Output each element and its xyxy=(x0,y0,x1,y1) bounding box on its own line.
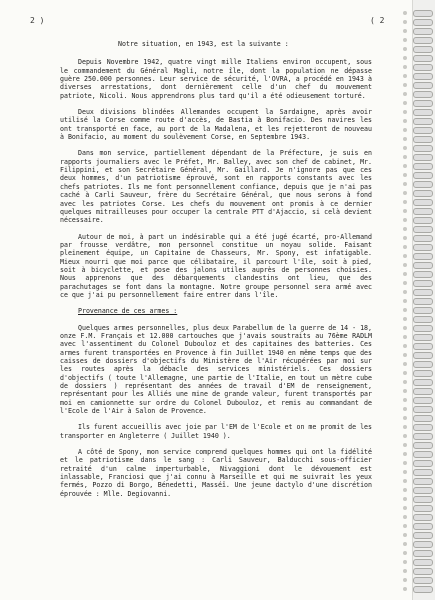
punch-hole xyxy=(403,353,407,357)
binding-ring xyxy=(413,199,433,206)
punch-hole xyxy=(403,371,407,375)
section-heading-wrapper xyxy=(60,307,372,315)
punch-hole xyxy=(403,533,407,537)
binding-ring xyxy=(413,73,433,80)
punch-hole xyxy=(403,335,407,339)
binding-ring xyxy=(413,298,433,305)
punch-hole xyxy=(403,488,407,492)
punch-hole xyxy=(403,461,407,465)
page-number-left: 2 ) xyxy=(30,16,45,25)
binding-ring xyxy=(413,271,433,278)
punch-hole xyxy=(403,227,407,231)
binding-ring xyxy=(413,361,433,368)
binding-ring xyxy=(413,46,433,53)
punch-hole xyxy=(403,344,407,348)
punch-hole xyxy=(403,317,407,321)
section-heading-arms: Provenance de ces armes : xyxy=(78,307,178,316)
punch-hole xyxy=(403,236,407,240)
punch-hole xyxy=(403,326,407,330)
binding-ring xyxy=(413,289,433,296)
binding-ring xyxy=(413,37,433,44)
binding-ring xyxy=(413,136,433,143)
binding-ring xyxy=(413,64,433,71)
binding-ring xyxy=(413,127,433,134)
punch-hole xyxy=(403,92,407,96)
paragraph-occupation: Depuis Novembre 1942, quatre vingt mille Italiens environ occupent, sous le commandement du Général Magli, notre île, dont la population ne dépasse guère 250.000 personnes. Leur service de sécurité, l'OVRA, a procédé en 1943 à diverses arrestations, dont dernièrement celle d'un chef du mouvement patriote, Nicoli. Nous apprendrons plus tard qu'il a été odieusement torturé. xyxy=(60,58,372,100)
binding-ring xyxy=(413,487,433,494)
binding-ring xyxy=(413,235,433,242)
punch-hole xyxy=(403,389,407,393)
paragraph-welcomed: Ils furent accueillis avec joie par l'EM de l'Ecole et on me promit de les transporter en Angleterre ( Juillet 1940 ). xyxy=(60,423,372,440)
binding-ring xyxy=(413,172,433,179)
binding-ring xyxy=(413,154,433,161)
document-body xyxy=(60,40,372,506)
binding-ring xyxy=(413,433,433,440)
binding-ring xyxy=(413,118,433,125)
binding-ring xyxy=(413,253,433,260)
binding-ring xyxy=(413,586,433,593)
punch-hole xyxy=(403,209,407,213)
punch-hole xyxy=(403,128,407,132)
punch-hole xyxy=(403,83,407,87)
punch-hole xyxy=(403,65,407,69)
punch-hole xyxy=(403,11,407,15)
binding-ring xyxy=(413,379,433,386)
binding-ring xyxy=(413,217,433,224)
paragraph-arms: Quelques armes personnelles, plus deux Parabellum de la guerre de 14 - 18, onze F.M. Français et 12.000 cartouches que j'avais soustraits au 76ème RADLM avec l'assentiment du Colonel Dubouloz et des capitaines des batteries. Ces armes furent transportées en Provence à fin Juillet 1940 en même temps que des caisses de dossiers d'objectifs du Ministère de l'Air récupérées par moi sur les routes après la débacle des services ministériels. Ces dossiers d'objectifs ( toute l'Allemagne, une partie de l'Italie, en tout un mètre cube de dossiers ) représentant des années de travail d'EM de renseignement, représentant pour les Alliés une mine de grande valeur, furent transportés par moi en camionnette sur ordre du Colonel Dubouloz, et remis au commandant de l'Ecole de l'Air à Salon de Provence. xyxy=(60,323,372,416)
binding-ring xyxy=(413,163,433,170)
punch-hole xyxy=(403,470,407,474)
binding-ring xyxy=(413,28,433,35)
binding-ring xyxy=(413,559,433,566)
punch-hole xyxy=(403,560,407,564)
punch-hole xyxy=(403,398,407,402)
punch-hole xyxy=(403,272,407,276)
binding-ring xyxy=(413,451,433,458)
punch-hole xyxy=(403,263,407,267)
punch-hole xyxy=(403,74,407,78)
binding-ring xyxy=(413,568,433,575)
binding-ring xyxy=(413,577,433,584)
binding-ring xyxy=(413,532,433,539)
punch-hole xyxy=(403,47,407,51)
binding-ring xyxy=(413,208,433,215)
punch-hole xyxy=(403,542,407,546)
binding-ring xyxy=(413,316,433,323)
punch-hole xyxy=(403,155,407,159)
punch-hole xyxy=(403,551,407,555)
punch-hole xyxy=(403,191,407,195)
punch-hole xyxy=(403,281,407,285)
punch-hole xyxy=(403,362,407,366)
binding-ring xyxy=(413,55,433,62)
binding-ring xyxy=(413,10,433,17)
punch-hole xyxy=(403,254,407,258)
punch-hole xyxy=(403,587,407,591)
punch-hole xyxy=(403,164,407,168)
binding-ring xyxy=(413,19,433,26)
binding-ring xyxy=(413,280,433,287)
punch-hole xyxy=(403,299,407,303)
punch-hole xyxy=(403,245,407,249)
intro-line: Notre situation, en 1943, est la suivante : xyxy=(118,40,289,48)
binding-ring xyxy=(413,478,433,485)
punch-hole xyxy=(403,308,407,312)
punch-hole xyxy=(403,515,407,519)
punch-hole xyxy=(403,173,407,177)
binding-ring xyxy=(413,388,433,395)
punch-hole xyxy=(403,290,407,294)
paragraph-german-divisions: Deux divisions blindées Allemandes occupent la Sardaigne, après avoir utilisé la Corse comme route d'accès, de Bastia à Bonifacio. Des navires les ont transporté en face, au port de la Madalena, et les rejetteront de nouveau à Bonifacio, au moment du soulèvement Corse, en Septembre 1943. xyxy=(60,108,372,142)
binding-ring xyxy=(413,109,433,116)
binding-ring xyxy=(413,460,433,467)
punch-hole xyxy=(403,380,407,384)
binding-ring xyxy=(413,514,433,521)
binding-ring xyxy=(413,415,433,422)
punch-hole xyxy=(403,416,407,420)
binding-ring xyxy=(413,541,433,548)
binding-ring xyxy=(413,190,433,197)
paragraph-team: A côté de Spony, mon service comprend quelques hommes qui ont la fidélité et le patriotisme dans le sang : Carli Sauveur, Balducchi sous-officier retraité d'un calme imperturbable, Nivaggioni dont le dévouement est inlassable, Franciosi que j'ai connu à Marseille et qui me suivrait les yeux fermés, Pozzo di Borgo, Bénedetti, Masséï. Une jeune dactylo d'une discrétion éprouvée : Mlle. Degiovanni. xyxy=(60,448,372,498)
punch-hole xyxy=(403,38,407,42)
punch-hole xyxy=(403,119,407,123)
binding-ring xyxy=(413,100,433,107)
punch-hole xyxy=(403,146,407,150)
punch-hole xyxy=(403,434,407,438)
punch-hole xyxy=(403,101,407,105)
binding-ring xyxy=(413,406,433,413)
punch-hole xyxy=(403,29,407,33)
punch-hole xyxy=(403,479,407,483)
punch-hole xyxy=(403,425,407,429)
punch-holes xyxy=(403,0,409,600)
page-number-right: ( 2 xyxy=(370,16,385,25)
binding-ring xyxy=(413,325,433,332)
punch-hole xyxy=(403,452,407,456)
binding-ring xyxy=(413,397,433,404)
punch-hole xyxy=(403,506,407,510)
punch-hole xyxy=(403,407,407,411)
binding-ring xyxy=(413,352,433,359)
binding-ring xyxy=(413,262,433,269)
binding-ring xyxy=(413,550,433,557)
paragraph-personnel: Autour de moi, à part un indésirable qui a été jugé écarté, pro-Allemand par frousse verdâtre, mon personnel constitue un noyau solide. Faisant pleinement équipe, un Capitaine de Chasseurs, Mr. Spony, est infatigable. Mieux nourri que moi parce que célibataire, il parcourt l'île, soit à pied, soit à bicyclette, et pose des jalons utiles auprès de personnes choisies. Nous apprenons que des débarquements clandestins ont lieu, que des parachutages se font dans la montagne. Notre groupe personnel sera armé avec ce que j'ai pu personnellement faire entrer dans l'île. xyxy=(60,232,372,299)
punch-hole xyxy=(403,578,407,582)
punch-hole xyxy=(403,56,407,60)
punch-hole xyxy=(403,524,407,528)
binding-ring xyxy=(413,91,433,98)
binding-ring xyxy=(413,145,433,152)
paragraph-service: Dans mon service, partiellement dépendant de la Préfecture, je suis en rapports journaliers avec le Préfet, Mr. Balley, avec son chef de cabinet, Mr. Filippini, et son Secrétaire Général, Mr. Gaillard. Je n'ignore pas que ces deux hommes, d'un patriotisme éprouvé, sont en rapports constants avec les chefs patriotes. Ils me font personnellement confiance, depuis que je n'ai pas caché à Carli Sauveur, frère du Secrétaire Général, que nous serons à fond avec les patriotes Corse. Les chefs du mouvement ont promis à ce dernier quelques mitrailleuses pour occuper la centrale PTT d'Ajaccio, si celà devient nécessaire. xyxy=(60,149,372,225)
punch-hole xyxy=(403,569,407,573)
punch-hole xyxy=(403,200,407,204)
punch-hole xyxy=(403,137,407,141)
binding-ring xyxy=(413,343,433,350)
binding-ring xyxy=(413,334,433,341)
binding-ring xyxy=(413,244,433,251)
binding-ring xyxy=(413,523,433,530)
punch-hole xyxy=(403,497,407,501)
binding-ring xyxy=(413,505,433,512)
punch-hole xyxy=(403,20,407,24)
binding-ring xyxy=(413,370,433,377)
binding-ring xyxy=(413,226,433,233)
binding-ring xyxy=(413,307,433,314)
binding-ring xyxy=(413,181,433,188)
binding-ring xyxy=(413,496,433,503)
binding-ring xyxy=(413,82,433,89)
punch-hole xyxy=(403,110,407,114)
punch-hole xyxy=(403,218,407,222)
binding-ring xyxy=(413,469,433,476)
binding-ring xyxy=(413,442,433,449)
punch-hole xyxy=(403,182,407,186)
spiral-binding xyxy=(412,0,435,600)
punch-hole xyxy=(403,443,407,447)
binding-ring xyxy=(413,424,433,431)
